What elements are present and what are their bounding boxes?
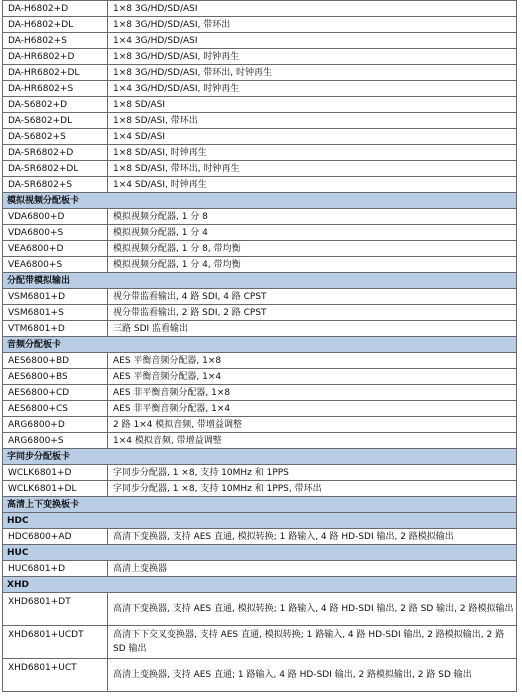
- description-cell: 1×8 SD/ASI, 时钟再生: [108, 145, 517, 161]
- model-cell: DA-H6802+D: [3, 1, 108, 17]
- model-cell: VDA6800+D: [3, 209, 108, 225]
- description-cell: 模拟视频分配器, 1 分 4, 带均衡: [108, 257, 517, 273]
- table-row: [3, 257, 517, 273]
- table-row: [3, 626, 517, 659]
- table-row: [3, 321, 517, 337]
- section-header-row: [3, 545, 517, 561]
- section-title: HDC: [3, 513, 517, 529]
- section-header-row: [3, 497, 517, 513]
- model-cell: VEA6800+S: [3, 257, 108, 273]
- table-row: [3, 113, 517, 129]
- description-cell: AES 非平衡音频分配器, 1×4: [108, 401, 517, 417]
- description-cell: 视分带监看输出, 4 路 SDI, 4 路 CPST: [108, 289, 517, 305]
- section-title: XHD: [3, 577, 517, 593]
- description-cell: 模拟视频分配器, 1 分 4: [108, 225, 517, 241]
- table-row: [3, 33, 517, 49]
- description-cell: 1×8 3G/HD/SD/ASI, 时钟再生: [108, 49, 517, 65]
- description-cell: 2 路 1×4 模拟音频, 带增益调整: [108, 417, 517, 433]
- description-cell: 字同步分配器, 1 ×8, 支持 10MHz 和 1PPS, 带环出: [108, 481, 517, 497]
- section-title: 模拟视频分配板卡: [3, 193, 517, 209]
- description-cell: 1×4 SD/ASI, 时钟再生: [108, 177, 517, 193]
- description-cell: 高清上变换器, 支持 AES 直通; 1 路输入, 4 路 HD-SDI 输出, 2 路模拟输出, 2 路 SD 输出: [108, 659, 517, 692]
- description-cell: 1×8 3G/HD/SD/ASI: [108, 1, 517, 17]
- model-cell: DA-H6802+S: [3, 33, 108, 49]
- description-cell: 1×8 3G/HD/SD/ASI, 带环出, 时钟再生: [108, 65, 517, 81]
- model-cell: ARG6800+D: [3, 417, 108, 433]
- table-row: [3, 161, 517, 177]
- model-cell: DA-HR6802+DL: [3, 65, 108, 81]
- description-cell: 1×8 SD/ASI, 带环出, 时钟再生: [108, 161, 517, 177]
- table-row: [3, 561, 517, 577]
- description-cell: 1×4 模拟音频, 带增益调整: [108, 433, 517, 449]
- model-cell: AES6800+BD: [3, 353, 108, 369]
- section-header-row: [3, 337, 517, 353]
- table-row: [3, 593, 517, 626]
- section-header-row: [3, 193, 517, 209]
- table-row: [3, 481, 517, 497]
- model-cell: VSM6801+S: [3, 305, 108, 321]
- model-cell: VTM6801+D: [3, 321, 108, 337]
- description-cell: 高清下变换器, 支持 AES 直通, 模拟转换; 1 路输入, 4 路 HD-SDI 输出, 2 路模拟输出: [108, 529, 517, 545]
- model-cell: DA-H6802+DL: [3, 17, 108, 33]
- section-title: 高清上下变换板卡: [3, 497, 517, 513]
- model-cell: DA-HR6802+S: [3, 81, 108, 97]
- model-cell: DA-HR6802+D: [3, 49, 108, 65]
- table-row: [3, 659, 517, 692]
- description-cell: 1×8 SD/ASI: [108, 97, 517, 113]
- product-table-container: [2, 0, 517, 692]
- description-cell: 模拟视频分配器, 1 分 8, 带均衡: [108, 241, 517, 257]
- table-row: [3, 369, 517, 385]
- product-table-body: [3, 1, 517, 692]
- description-cell: AES 平衡音频分配器, 1×8: [108, 353, 517, 369]
- model-cell: DA-S6802+D: [3, 97, 108, 113]
- model-cell: VEA6800+D: [3, 241, 108, 257]
- description-cell: 高清下变换器, 支持 AES 直通, 模拟转换; 1 路输入, 4 路 HD-SDI 输出, 2 路 SD 输出, 2 路模拟输出: [108, 593, 517, 626]
- table-row: [3, 385, 517, 401]
- model-cell: DA-S6802+S: [3, 129, 108, 145]
- table-row: [3, 353, 517, 369]
- model-cell: WCLK6801+D: [3, 465, 108, 481]
- description-cell: 三路 SDI 监看输出: [108, 321, 517, 337]
- table-row: [3, 465, 517, 481]
- model-cell: DA-SR6802+S: [3, 177, 108, 193]
- model-cell: DA-S6802+DL: [3, 113, 108, 129]
- section-title: 字同步分配板卡: [3, 449, 517, 465]
- section-title: 分配带模拟输出: [3, 273, 517, 289]
- section-header-row: [3, 577, 517, 593]
- table-row: [3, 209, 517, 225]
- table-row: [3, 17, 517, 33]
- table-row: [3, 81, 517, 97]
- table-row: [3, 129, 517, 145]
- table-row: [3, 433, 517, 449]
- description-cell: 1×4 3G/HD/SD/ASI: [108, 33, 517, 49]
- table-row: [3, 401, 517, 417]
- model-cell: ARG6800+S: [3, 433, 108, 449]
- model-cell: AES6800+CS: [3, 401, 108, 417]
- model-cell: XHD6801+DT: [3, 593, 108, 626]
- section-header-row: [3, 513, 517, 529]
- table-row: [3, 417, 517, 433]
- description-cell: 字同步分配器, 1 ×8, 支持 10MHz 和 1PPS: [108, 465, 517, 481]
- product-table: [2, 0, 517, 692]
- table-row: [3, 145, 517, 161]
- model-cell: VDA6800+S: [3, 225, 108, 241]
- description-cell: 1×4 3G/HD/SD/ASI, 时钟再生: [108, 81, 517, 97]
- table-row: [3, 177, 517, 193]
- model-cell: AES6800+CD: [3, 385, 108, 401]
- table-row: [3, 65, 517, 81]
- model-cell: DA-SR6802+D: [3, 145, 108, 161]
- description-cell: 高清下下交叉变换器, 支持 AES 直通, 模拟转换; 1 路输入, 4 路 HD-SDI 输出, 2 路模拟输出, 2 路 SD 输出: [108, 626, 517, 659]
- description-cell: AES 非平衡音频分配器, 1×8: [108, 385, 517, 401]
- model-cell: HUC6801+D: [3, 561, 108, 577]
- description-cell: 1×4 SD/ASI: [108, 129, 517, 145]
- table-row: [3, 289, 517, 305]
- table-row: [3, 305, 517, 321]
- description-cell: 1×8 3G/HD/SD/ASI, 带环出: [108, 17, 517, 33]
- section-title: HUC: [3, 545, 517, 561]
- description-cell: 高清上变换器: [108, 561, 517, 577]
- section-header-row: [3, 449, 517, 465]
- description-cell: 模拟视频分配器, 1 分 8: [108, 209, 517, 225]
- model-cell: HDC6800+AD: [3, 529, 108, 545]
- model-cell: AES6800+BS: [3, 369, 108, 385]
- description-cell: 1×8 SD/ASI, 带环出: [108, 113, 517, 129]
- description-cell: 视分带监看输出, 2 路 SDI, 2 路 CPST: [108, 305, 517, 321]
- model-cell: DA-SR6802+DL: [3, 161, 108, 177]
- description-cell: AES 平衡音频分配器, 1×4: [108, 369, 517, 385]
- table-row: [3, 49, 517, 65]
- table-row: [3, 241, 517, 257]
- section-header-row: [3, 273, 517, 289]
- table-row: [3, 1, 517, 17]
- model-cell: XHD6801+UCT: [3, 659, 108, 692]
- table-row: [3, 97, 517, 113]
- table-row: [3, 225, 517, 241]
- model-cell: XHD6801+UCDT: [3, 626, 108, 659]
- table-row: [3, 529, 517, 545]
- section-title: 音频分配板卡: [3, 337, 517, 353]
- model-cell: VSM6801+D: [3, 289, 108, 305]
- model-cell: WCLK6801+DL: [3, 481, 108, 497]
